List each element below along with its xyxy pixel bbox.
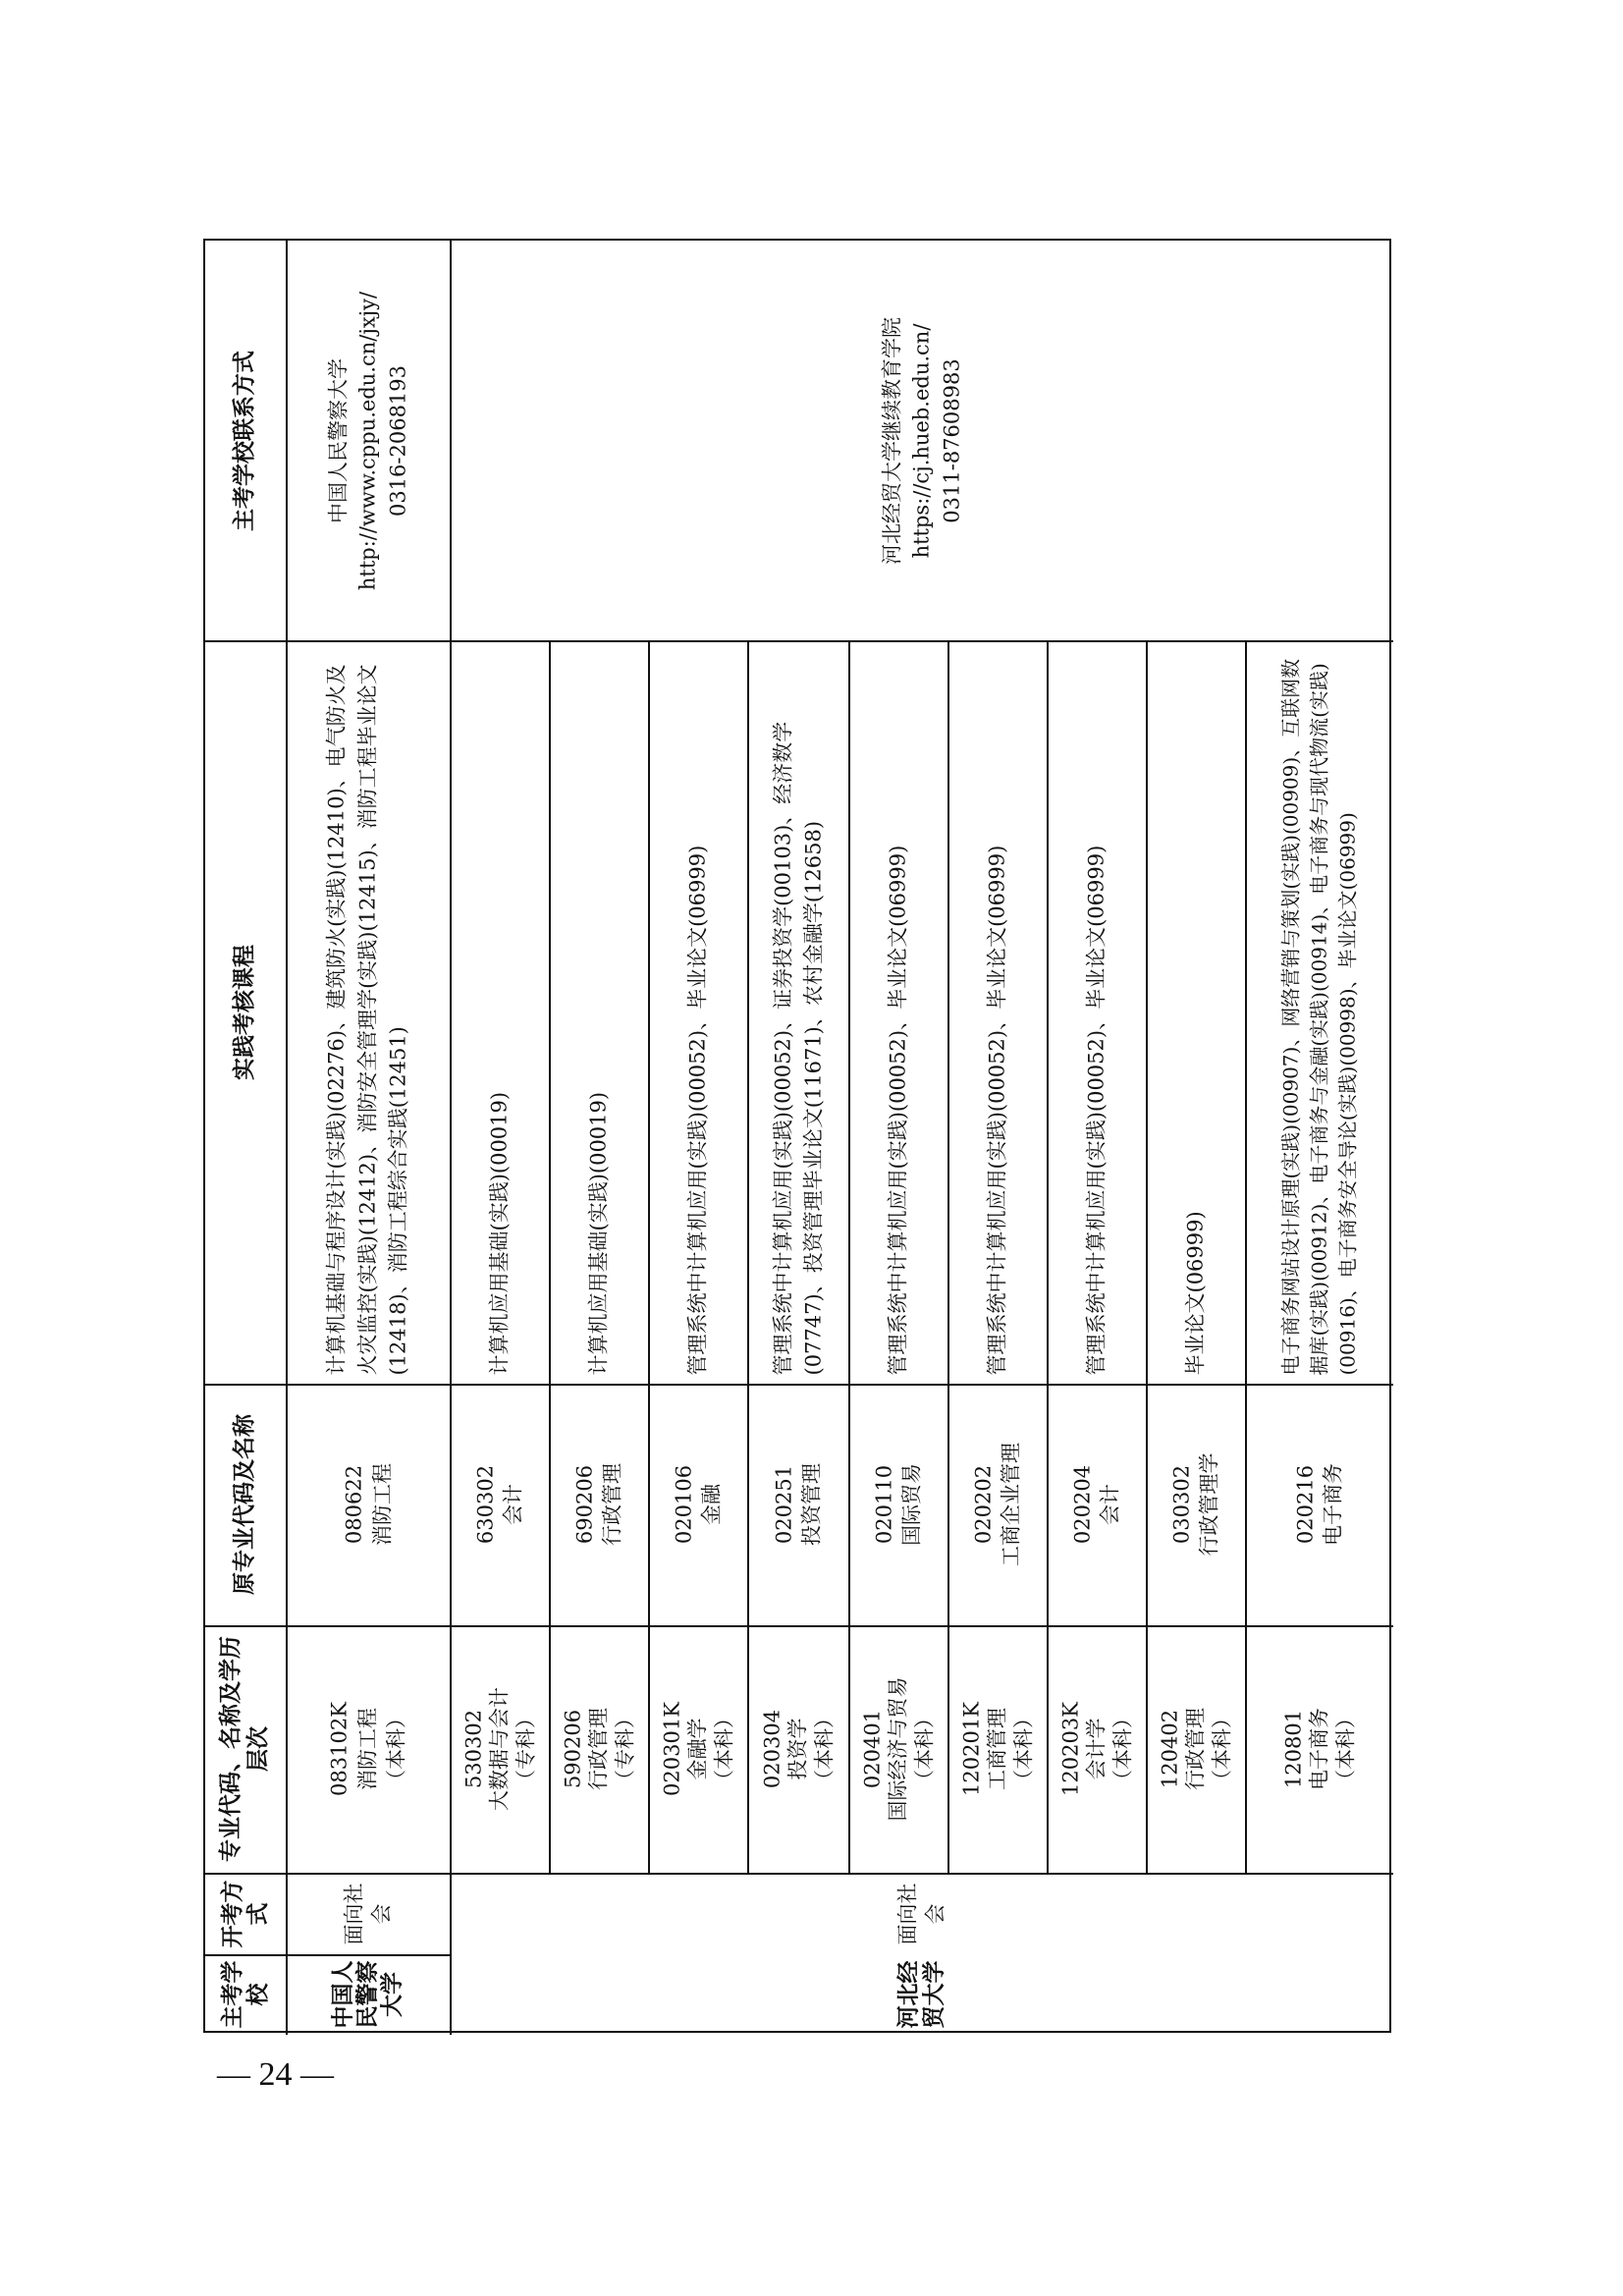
course-text: 管理系统中计算机应用(实践)(00052)、证券投资学(00103)、经济数学(07747)、投资管理毕业论文(11671)、农村金融学(12658) xyxy=(771,721,825,1375)
exam-method: 面向社会 xyxy=(342,1883,393,1944)
courses-cell xyxy=(450,640,549,1384)
courses-cell xyxy=(648,640,747,1384)
major-line: （本科） xyxy=(383,1708,407,1791)
orig-major-line: 会计 xyxy=(1097,1484,1121,1526)
header-school xyxy=(205,1954,286,2035)
major-cell xyxy=(549,1625,648,1873)
orig-major-line: 国际贸易 xyxy=(898,1463,923,1546)
major-line: （本科） xyxy=(911,1708,936,1790)
course-text: 管理系统中计算机应用(实践)(00052)、毕业论文(06999) xyxy=(1084,845,1109,1375)
orig-major-line: 会计 xyxy=(500,1484,524,1526)
courses-cell xyxy=(549,640,648,1384)
major-line: 020304 xyxy=(760,1709,784,1789)
course-text: 管理系统中计算机应用(实践)(00052)、毕业论文(06999) xyxy=(886,845,910,1375)
method-cell xyxy=(450,1873,1393,1954)
orig-major-cell xyxy=(450,1384,549,1625)
major-line: 行政管理 xyxy=(586,1708,611,1790)
major-line: 120201K xyxy=(959,1702,984,1796)
major-line: 消防工程 xyxy=(355,1708,380,1791)
major-cell xyxy=(947,1625,1047,1873)
header-label: 主考学校 xyxy=(219,1960,271,2029)
orig-major-cell xyxy=(947,1384,1047,1625)
orig-major-line: 投资管理 xyxy=(798,1463,823,1546)
courses-cell xyxy=(1047,640,1146,1384)
major-cell xyxy=(848,1625,947,1873)
header-contact xyxy=(205,241,286,640)
orig-major-cell xyxy=(848,1384,947,1625)
course-text: 电子商务网站设计原理(实践)(00907)、网络营销与策划(实践)(00909)、互联网数据库(实践)(00912)、电子商务与金融(实践)(00914)、电子商务与现代物流(实践)(00916)、电子商务安全导论(实践)(00998)、毕业论文(06999) xyxy=(1278,658,1359,1375)
courses-cell xyxy=(747,640,848,1384)
contact-line: 河北经贸大学继续教育学院 xyxy=(879,316,903,565)
orig-major-line: 020202 xyxy=(971,1464,996,1545)
school-name: 中国人民警察大学 xyxy=(329,1960,406,2029)
major-cell xyxy=(1146,1625,1245,1873)
major-line: 工商管理 xyxy=(985,1708,1009,1791)
major-cell xyxy=(286,1625,450,1873)
major-line: 电子商务 xyxy=(1307,1708,1331,1790)
contact-line: https://cj.hueb.edu.cn/ xyxy=(909,323,934,558)
orig-major-line: 020110 xyxy=(872,1464,896,1545)
course-text: 管理系统中计算机应用(实践)(00052)、毕业论文(06999) xyxy=(685,845,710,1375)
major-line: 083102K xyxy=(327,1702,352,1796)
major-cell xyxy=(1245,1625,1393,1873)
major-cell xyxy=(450,1625,549,1873)
exam-method: 面向社会 xyxy=(895,1883,947,1944)
courses-cell xyxy=(286,640,450,1384)
course-text: 管理系统中计算机应用(实践)(00052)、毕业论文(06999) xyxy=(985,845,1009,1375)
major-line: 会计学 xyxy=(1084,1718,1109,1780)
courses-cell xyxy=(848,640,947,1384)
courses-cell xyxy=(1146,640,1245,1384)
orig-major-line: 020251 xyxy=(772,1464,796,1545)
orig-major-line: 630302 xyxy=(473,1464,498,1545)
orig-major-cell xyxy=(747,1384,848,1625)
major-line: （本科） xyxy=(1109,1708,1134,1791)
major-line: 国际经济与贸易 xyxy=(886,1676,910,1822)
orig-major-line: 工商企业管理 xyxy=(998,1443,1022,1566)
method-cell xyxy=(286,1873,450,1954)
contact-cell xyxy=(450,241,1393,640)
major-line: （本科） xyxy=(1010,1708,1035,1791)
major-cell xyxy=(747,1625,848,1873)
orig-major-line: 080622 xyxy=(341,1464,365,1545)
orig-major-line: 020106 xyxy=(672,1464,696,1545)
orig-major-line: 690206 xyxy=(572,1464,597,1545)
major-line: 120801 xyxy=(1281,1709,1306,1789)
major-line: 大数据与会计 xyxy=(487,1687,512,1811)
course-text: 计算机应用基础(实践)(00019) xyxy=(586,1091,611,1375)
orig-major-line: 电子商务 xyxy=(1320,1463,1344,1546)
header-method xyxy=(205,1873,286,1954)
major-line: 行政管理 xyxy=(1183,1708,1208,1790)
header-courses xyxy=(205,640,286,1384)
data-table xyxy=(203,239,1391,2033)
orig-major-line: 金融 xyxy=(698,1484,723,1526)
major-line: （本科） xyxy=(1209,1708,1233,1790)
major-line: 590206 xyxy=(561,1709,585,1789)
major-line: 020301K xyxy=(660,1702,684,1796)
header-orig-major xyxy=(205,1384,286,1625)
school-cell xyxy=(450,1954,1393,2035)
header-label: 主考学校联系方式 xyxy=(232,350,258,531)
course-text: 计算机基础与程序设计(实践)(02276)、建筑防火(实践)(12410)、电气防火及火灾监控(实践)(12412)、消防安全管理学(实践)(12415)、消防工程毕业论文(12418)、消防工程综合实践(12451) xyxy=(324,663,410,1375)
orig-major-line: 030302 xyxy=(1169,1464,1194,1545)
contact-line: 中国人民警察大学 xyxy=(325,357,350,523)
major-cell xyxy=(648,1625,747,1873)
contact-line: 0311-87608983 xyxy=(939,357,963,523)
orig-major-line: 行政管理 xyxy=(599,1463,623,1546)
school-cell xyxy=(286,1954,450,2035)
orig-major-cell xyxy=(1047,1384,1146,1625)
header-label: 原专业代码及名称 xyxy=(232,1414,258,1595)
courses-cell xyxy=(1245,640,1393,1384)
major-line: （本科） xyxy=(1332,1708,1357,1790)
major-line: 020401 xyxy=(860,1709,885,1789)
orig-major-line: 020216 xyxy=(1293,1464,1318,1545)
orig-major-cell xyxy=(1245,1384,1393,1625)
school-name: 河北经贸大学 xyxy=(895,1960,947,2029)
orig-major-cell xyxy=(286,1384,450,1625)
header-label: 专业代码、名称及学历层次 xyxy=(218,1636,271,1862)
orig-major-cell xyxy=(549,1384,648,1625)
orig-major-line: 行政管理学 xyxy=(1196,1452,1220,1557)
major-line: （本科） xyxy=(811,1708,836,1790)
major-cell xyxy=(1047,1625,1146,1873)
courses-cell xyxy=(947,640,1047,1384)
header-major xyxy=(205,1625,286,1873)
header-label: 开考方式 xyxy=(219,1880,271,1947)
course-text: 计算机应用基础(实践)(00019) xyxy=(487,1091,512,1375)
course-text: 毕业论文(06999) xyxy=(1183,1210,1208,1375)
header-label: 实践考核课程 xyxy=(232,944,258,1080)
orig-major-line: 消防工程 xyxy=(369,1463,394,1546)
major-line: 530302 xyxy=(461,1709,486,1789)
major-line: （专科） xyxy=(513,1708,537,1790)
contact-line: http://www.cppu.edu.cn/jxjy/ xyxy=(355,291,380,590)
major-line: 120402 xyxy=(1158,1709,1182,1789)
orig-major-line: 020204 xyxy=(1070,1464,1095,1545)
major-line: （本科） xyxy=(711,1708,735,1791)
contact-cell xyxy=(286,241,450,640)
major-line: 投资学 xyxy=(785,1718,810,1780)
orig-major-cell xyxy=(648,1384,747,1625)
contact-line: 0316-2068193 xyxy=(385,364,409,517)
orig-major-cell xyxy=(1146,1384,1245,1625)
major-line: 120203K xyxy=(1058,1702,1083,1796)
major-line: 金融学 xyxy=(685,1718,710,1780)
page-number: — 24 — xyxy=(217,2056,334,2093)
major-line: （专科） xyxy=(612,1708,636,1790)
